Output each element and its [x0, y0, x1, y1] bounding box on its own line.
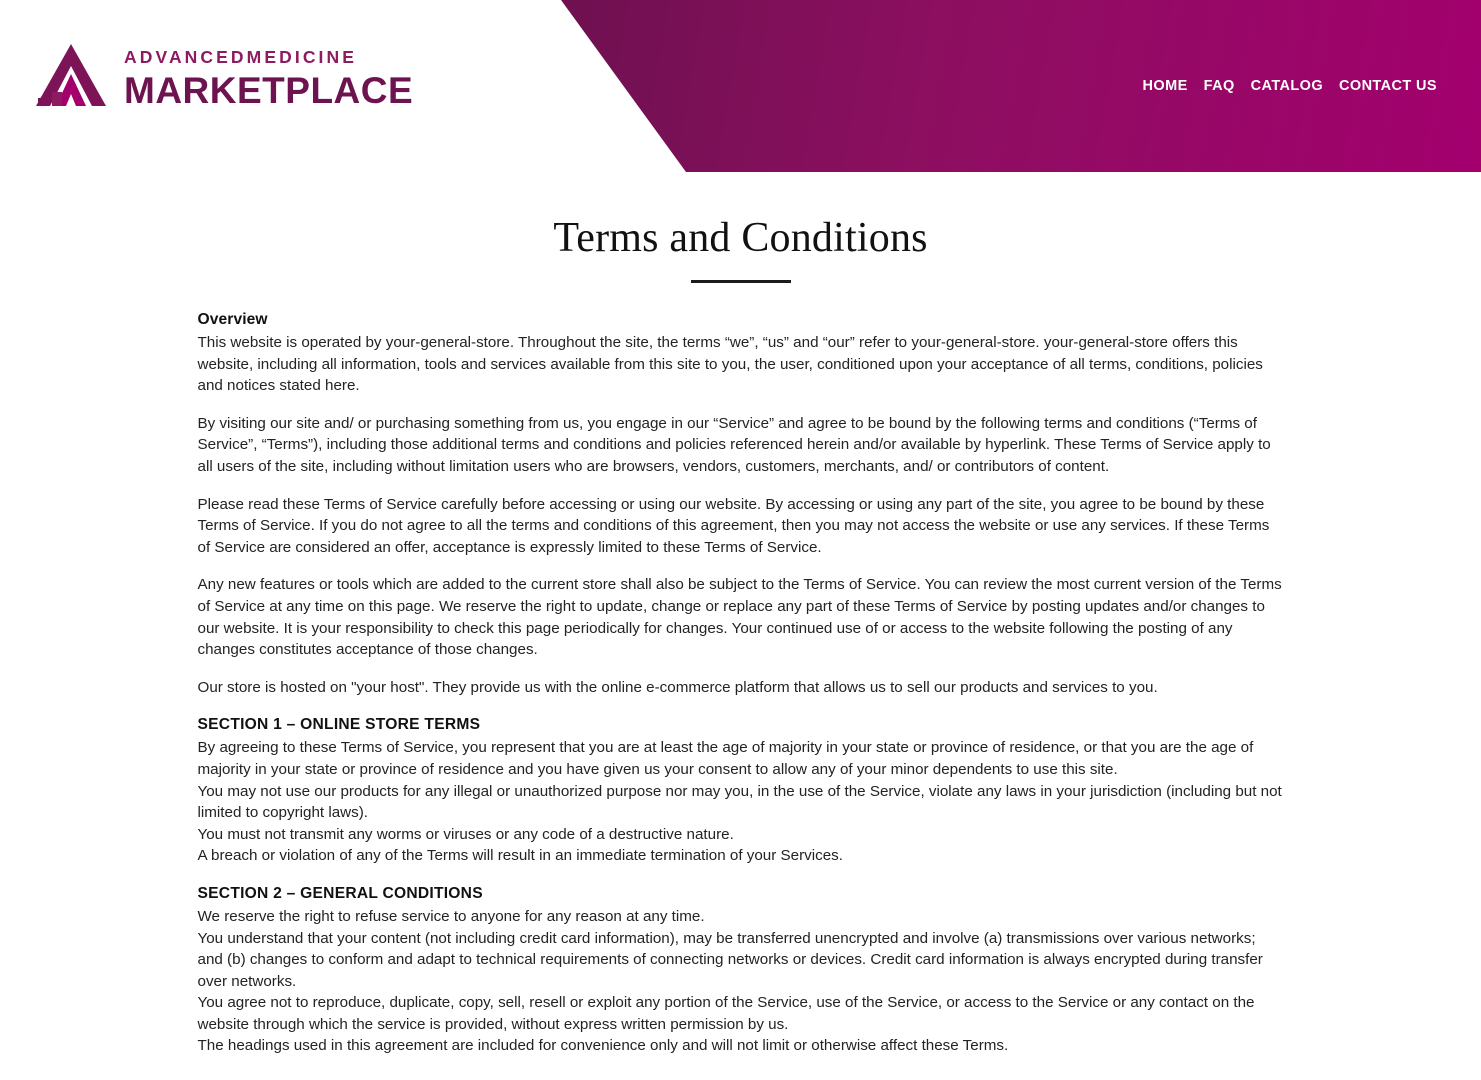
terms-content: [198, 309, 1284, 1057]
logo-line-primary: ADVANCEDMEDICINE: [124, 47, 358, 68]
section-1-paragraph-3: You must not transmit any worms or viruses or any code of a destructive nature.: [197, 825, 734, 843]
logo-line-secondary: MARKETPLACE: [124, 69, 414, 111]
overview-paragraph-2: By visiting our site and/ or purchasing something from us, you engage in our “Service” and agree to be bound by the following terms and conditions (“Terms of Service”, “Terms”), including those additional terms and conditions and policies referenced herein and/or available by hyperlink. These Terms of Service apply to all users of the site, including without limitation users who are browsers, vendors, customers, merchants, and/ or contributors of content.: [197, 414, 1271, 476]
nav-catalog[interactable]: CATALOG: [1250, 78, 1324, 94]
section-1-heading: SECTION 1 – ONLINE STORE TERMS: [197, 716, 481, 734]
spacer: [198, 558, 1284, 574]
site-header: [0, 0, 1481, 172]
spacer: [198, 698, 1284, 714]
spacer: [198, 478, 1284, 494]
nav-contact-us[interactable]: CONTACT US: [1339, 78, 1437, 94]
spacer: [198, 661, 1284, 677]
overview-heading: Overview: [197, 311, 268, 328]
section-2-paragraph-2: You understand that your content (not including credit card information), may be transferred unencrypted and involve (a) transmissions over various networks; and (b) changes to conform and adapt to technical requirements of connecting networks or devices. Credit card information is always encrypted during transfer over networks.: [197, 929, 1263, 990]
title-divider: [691, 280, 791, 283]
section-2-heading: SECTION 2 – GENERAL CONDITIONS: [197, 884, 483, 902]
page-title: Terms and Conditions: [553, 215, 928, 261]
nav-home[interactable]: HOME: [1142, 78, 1188, 94]
nav-faq[interactable]: FAQ: [1203, 78, 1235, 94]
overview-paragraph-3: Please read these Terms of Service carefully before accessing or using our website. By accessing or using any part of the site, you agree to be bound by these Terms of Service. If you do not agree to all the terms and conditions of this agreement, then you may not access the website or use any services. If these Terms of Service are considered an offer, acceptance is expressly limited to these Terms of Service.: [197, 495, 1270, 556]
spacer: [198, 397, 1284, 413]
overview-paragraph-4: Any new features or tools which are added to the current store shall also be subject to the Terms of Service. You can review the most current version of the Terms of Service at any time on this page. We reserve the right to update, change or replace any part of these Terms of Service by posting updates and/or changes to our website. It is your responsibility to check this page periodically for changes. Your continued use of or access to the website following the posting of any changes constitutes acceptance of those changes.: [197, 576, 1282, 659]
overview-paragraph-5: Our store is hosted on "your host". They provide us with the online e-commerce platform that allows us to sell our products and services to you.: [197, 678, 1158, 696]
main-navigation[interactable]: [1143, 78, 1437, 94]
section-2-paragraph-4: The headings used in this agreement are included for convenience only and will not limit or otherwise affect these Terms.: [197, 1037, 1009, 1055]
section-1-paragraph-1: By agreeing to these Terms of Service, you represent that you are at least the age of majority in your state or province of residence, or that you are the age of majority in your state or province of residence and you have given us your consent to allow any of your minor dependents to use this site.: [197, 739, 1254, 778]
overview-paragraph-1: This website is operated by your-general-store. Throughout the site, the terms “we”, “us” and “our” refer to your-general-store. your-general-store offers this website, including all information, tools and services available from this site to you, the user, conditioned upon your acceptance of all terms, conditions, policies and notices stated here.: [197, 334, 1263, 395]
section-2-paragraph-1: We reserve the right to refuse service to anyone for any reason at any time.: [197, 907, 705, 925]
section-1-paragraph-2: You may not use our products for any illegal or unauthorized purpose nor may you, in the use of the Service, violate any laws in your jurisdiction (including but not limited to copyright laws).: [197, 782, 1282, 822]
triangle-chevron-logo-icon: [32, 40, 110, 118]
section-2-paragraph-3: You agree not to reproduce, duplicate, copy, sell, resell or exploit any portion of the Service, use of the Service, or access to the Service or any contact on the website through which the service is provided, without express written permission by us.: [197, 994, 1255, 1033]
spacer: [198, 867, 1284, 883]
site-logo[interactable]: [32, 40, 413, 118]
section-1-paragraph-4: A breach or violation of any of the Terms will result in an immediate termination of your Services.: [197, 847, 843, 865]
